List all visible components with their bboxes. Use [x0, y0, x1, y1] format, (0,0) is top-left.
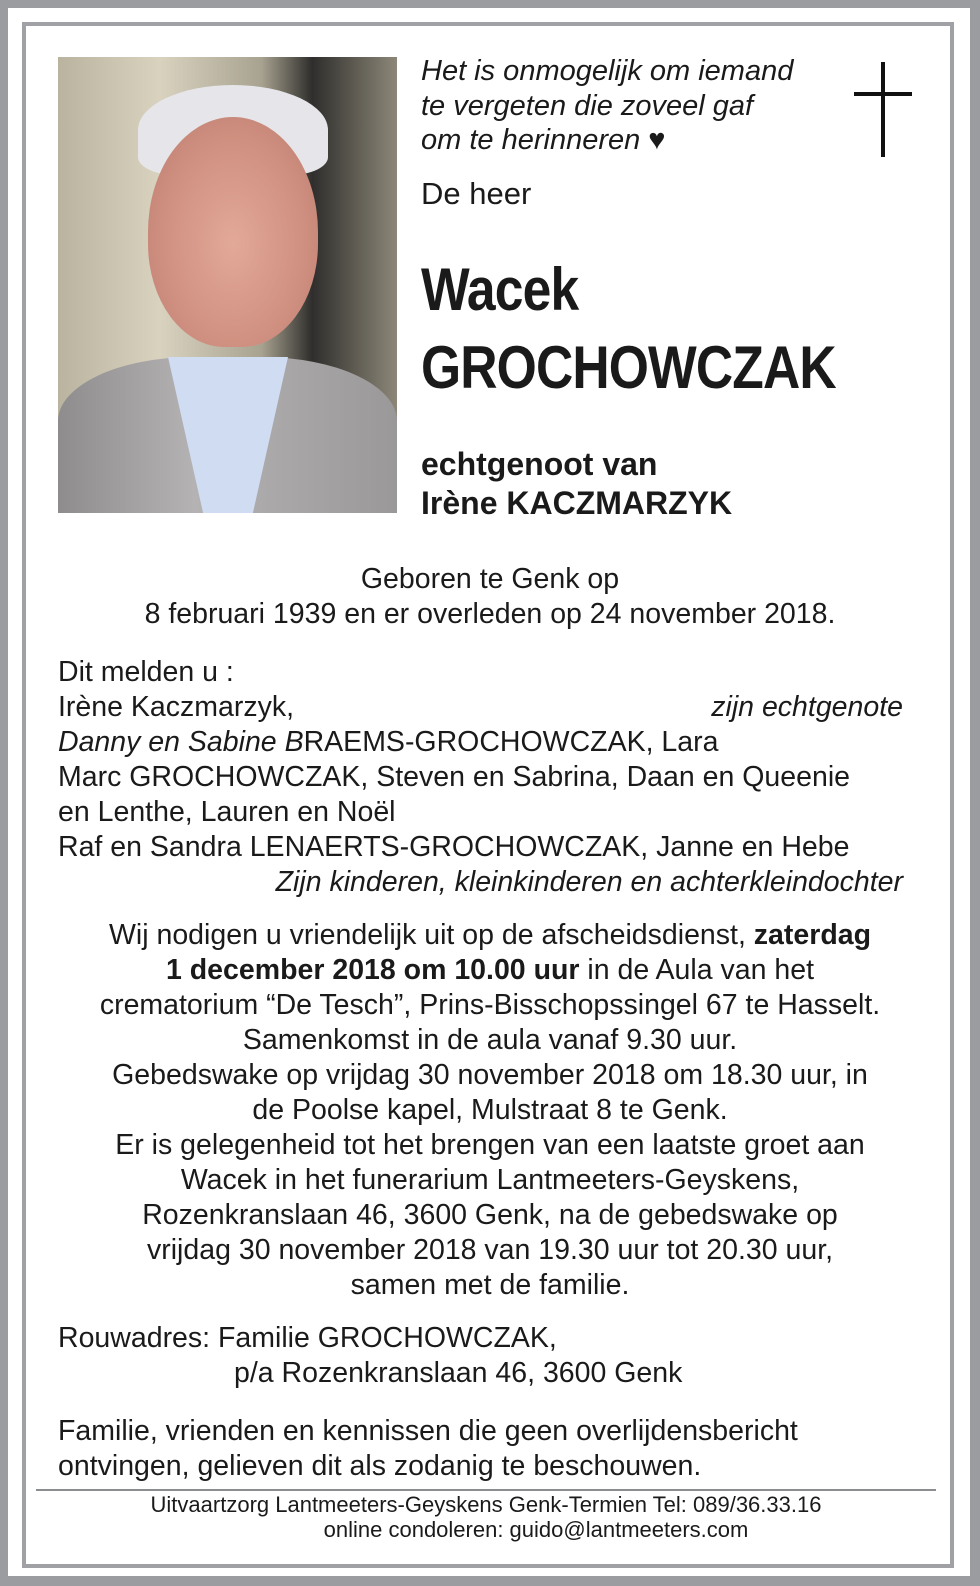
text: Danny en Sabine B [58, 726, 304, 758]
text: in de Aula van het [579, 954, 814, 986]
family-row [58, 725, 903, 760]
text-line: Er is gelegenheid tot het brengen van een laatste groet aan [115, 1129, 865, 1161]
text-line: vrijdag 30 november 2018 van 19.30 uur tot 20.30 uur, [146, 1234, 834, 1266]
text: zaterdag [753, 919, 871, 951]
family-row [58, 690, 903, 725]
text: 1 december 2018 om 10.00 uur [166, 954, 580, 986]
text-line: de Poolse kapel, Mulstraat 8 te Genk. [252, 1094, 728, 1126]
spouse-block [421, 445, 732, 523]
text-line: p/a Rozenkranslaan 46, 3600 Genk [234, 1357, 683, 1389]
quote-line: te vergeten die zoveel gaf [421, 89, 754, 122]
text: zijn echtgenote [711, 691, 903, 723]
text-line: Rozenkranslaan 46, 3600 Genk, na de gebedswake op [142, 1199, 838, 1231]
quote [421, 54, 793, 158]
text-line: Familie, vrienden en kennissen die geen overlijdensbericht [58, 1415, 798, 1447]
text-line: Samenkomst in de aula vanaf 9.30 uur. [242, 1024, 738, 1056]
text-line: samen met de familie. [350, 1269, 630, 1301]
text-line: crematorium “De Tesch”, Prins-Bisschopssingel 67 te Hasselt. [99, 989, 881, 1021]
spouse-label: echtgenoot van [421, 446, 658, 482]
funeral-home-footer [36, 1492, 936, 1542]
first-name: Wacek [421, 256, 579, 323]
spouse-name: Irène KACZMARZYK [421, 485, 733, 521]
text-line: ontvingen, gelieven dit als zodanig te beschouwen. [58, 1450, 702, 1482]
notice [58, 1414, 903, 1484]
text-line: Geboren te Genk op [360, 563, 620, 595]
text-line: Rouwadres: Familie GROCHOWCZAK, [58, 1322, 557, 1354]
online-condolences: online condoleren: guido@lantmeeters.com [323, 1517, 749, 1542]
honorific: De heer [421, 176, 532, 211]
text-line: Gebedswake op vrijdag 30 november 2018 om 18.30 uur, in [112, 1059, 868, 1091]
invitation [40, 918, 940, 1303]
portrait-photo [58, 57, 397, 513]
family-row: Marc GROCHOWCZAK, Steven en Sabrina, Daan en Queenie [58, 761, 851, 793]
family-closing: Zijn kinderen, kleinkinderen en achterkleindochter [275, 866, 903, 898]
text: Wij nodigen u vriendelijk uit op de afscheidsdienst, [109, 919, 754, 951]
text: RAEMS-GROCHOWCZAK, Lara [303, 726, 719, 758]
cross-icon [854, 62, 914, 157]
quote-line: om te herinneren ♥ [421, 124, 666, 156]
text-line: 8 februari 1939 en er overleden op 24 november 2018. [144, 598, 836, 630]
funeral-home-contact: Uitvaartzorg Lantmeeters-Geyskens Genk-Termien Tel: 089/36.33.16 [150, 1492, 822, 1517]
last-name: GROCHOWCZAK [421, 334, 836, 401]
family-intro: Dit melden u : [58, 656, 234, 688]
text-line: Wacek in het funerarium Lantmeeters-Geyskens, [180, 1164, 800, 1196]
divider [36, 1489, 936, 1491]
family-row: en Lenthe, Lauren en Noël [58, 796, 396, 828]
family-row: Raf en Sandra LENAERTS-GROCHOWCZAK, Janne en Hebe [58, 831, 850, 863]
family-list [58, 655, 903, 900]
birth-death [40, 562, 940, 632]
text: Irène Kaczmarzyk, [58, 691, 294, 723]
mourning-address [58, 1321, 903, 1391]
quote-line: Het is onmogelijk om iemand [421, 55, 794, 87]
